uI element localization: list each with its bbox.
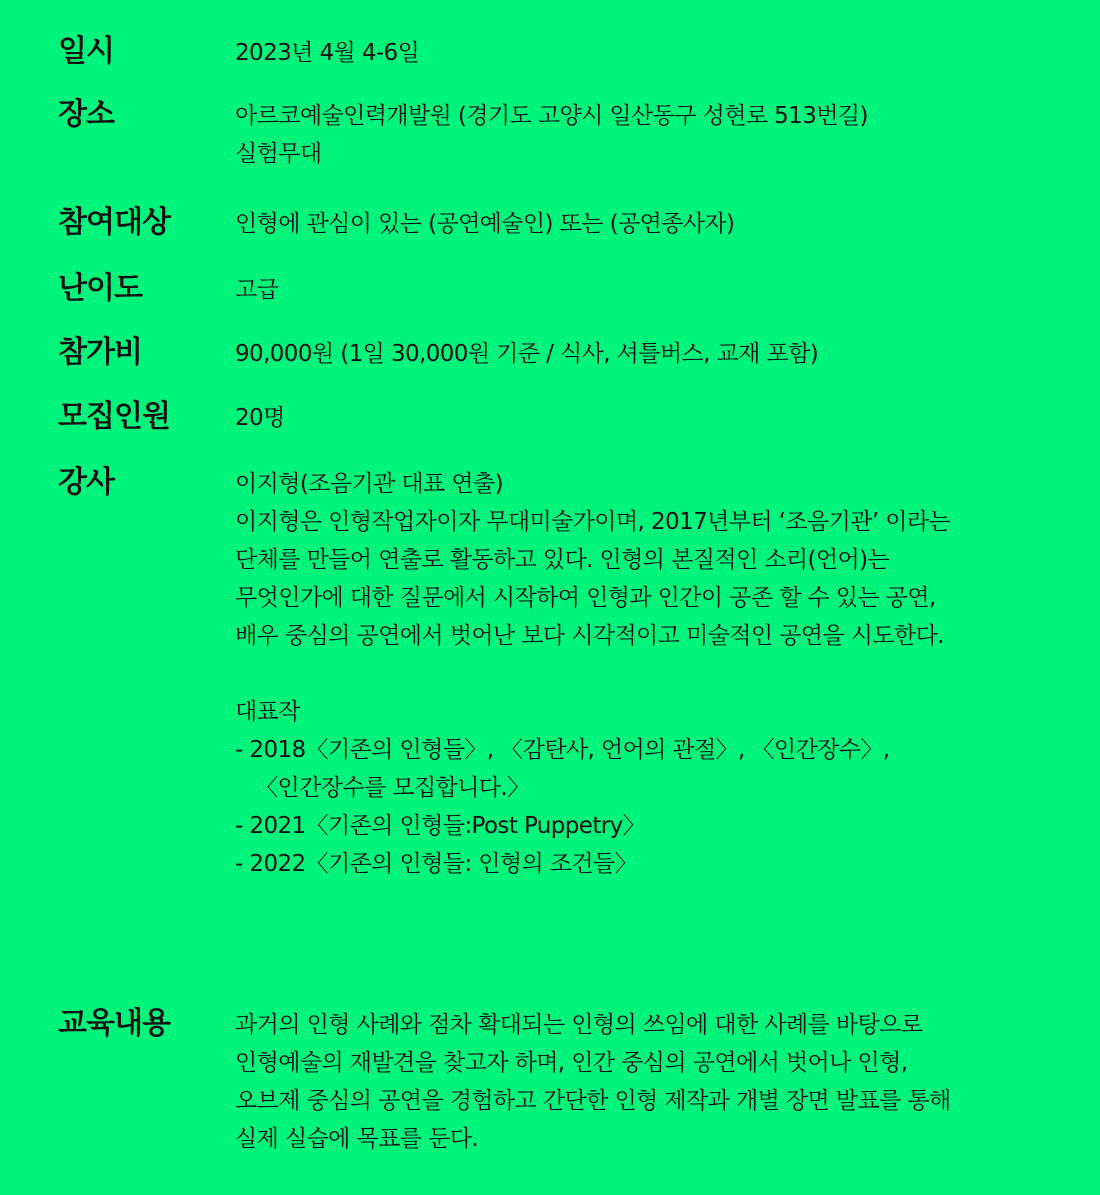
instructor-label: 강사 — [58, 465, 114, 500]
location-label: 장소 — [58, 97, 114, 132]
location-value — [235, 97, 1058, 173]
location-line: 실험무대 — [235, 141, 322, 167]
fee-value: 90,000원 (1일 30,000원 기준 / 식사, 셔틀버스, 교재 포함) — [235, 341, 819, 367]
capacity-label: 모집인원 — [58, 399, 170, 434]
representative-work-line: - 2021〈기존의 인형들:Post Puppetry〉 — [235, 813, 646, 839]
instructor-bio-line: 이지형은 인형작업자이자 무대미술가이며, 2017년부터 ‘조음기관’ 이라는 — [235, 509, 951, 535]
fee-label: 참가비 — [58, 335, 142, 370]
instructor-value — [235, 465, 1058, 883]
representative-work-line: 〈인간장수를 모집합니다.〉 — [235, 775, 530, 801]
content-value — [235, 1006, 1058, 1158]
content-line: 과거의 인형 사례와 점차 확대되는 인형의 쓰임에 대한 사례를 바탕으로 — [235, 1012, 923, 1038]
content-line: 실제 실습에 목표를 둔다. — [235, 1126, 479, 1152]
instructor-bio-line: 단체를 만들어 연출로 활동하고 있다. 인형의 본질적인 소리(언어)는 — [235, 547, 890, 573]
paragraph-spacer — [235, 655, 1058, 693]
target-label: 참여대상 — [58, 205, 170, 240]
instructor-bio-line: 배우 중심의 공연에서 벗어난 보다 시각적이고 미술적인 공연을 시도한다. — [235, 623, 944, 649]
representative-work-line: - 2018〈기존의 인형들〉, 〈감탄사, 언어의 관절〉, 〈인간장수〉, — [235, 737, 890, 763]
difficulty-value: 고급 — [235, 277, 279, 303]
difficulty-label: 난이도 — [58, 271, 142, 306]
location-line: 아르코예술인력개발원 (경기도 고양시 일산동구 성현로 513번길) — [235, 103, 868, 129]
representative-works-title: 대표작 — [235, 699, 300, 725]
content-line: 인형예술의 재발견을 찾고자 하며, 인간 중심의 공연에서 벗어나 인형, — [235, 1050, 908, 1076]
instructor-name-title: 이지형(조음기관 대표 연출) — [235, 471, 503, 497]
capacity-value: 20명 — [235, 405, 285, 431]
content-label: 교육내용 — [58, 1006, 170, 1041]
date-value: 2023년 4월 4-6일 — [235, 40, 420, 66]
target-value: 인형에 관심이 있는 (공연예술인) 또는 (공연종사자) — [235, 211, 735, 237]
representative-work-line: - 2022〈기존의 인형들: 인형의 조건들〉 — [235, 851, 638, 877]
content-line: 오브제 중심의 공연을 경험하고 간단한 인형 제작과 개별 장면 발표를 통해 — [235, 1088, 951, 1114]
date-label: 일시 — [58, 34, 114, 69]
instructor-bio-line: 무엇인가에 대한 질문에서 시작하여 인형과 인간이 공존 할 수 있는 공연, — [235, 585, 936, 611]
